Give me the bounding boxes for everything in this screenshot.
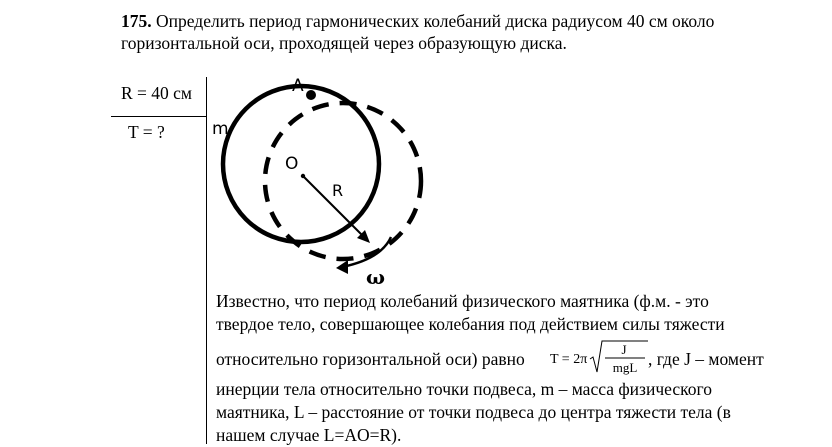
label-omega: ω [366,265,386,287]
label-a: A [292,77,304,96]
formula-lhs: T = 2π [550,352,588,367]
text-line: Известно, что период колебаний физического маятника (ф.м. - это [216,291,709,311]
label-o: O [285,154,299,174]
text-line: , где J – момент [648,349,764,369]
pivot-point-a [306,90,316,100]
problem-number: 175. [121,11,152,31]
formula-denominator: mgL [612,360,638,375]
period-formula [550,338,650,378]
formula-line [216,338,769,378]
find-period: T = ? [128,122,165,142]
problem-text: Определить период гармонических колебаний диска радиусом 40 см около горизонтальной оси, проходящей через образующую диска. [121,11,715,53]
formula-numerator: J [621,342,627,357]
given-divider [111,116,206,117]
label-r: R [332,181,344,200]
text-line: нашем случае L=AO=R). [216,425,402,445]
text-line: твердое тело, совершающее колебания под действием силы тяжести [216,314,725,334]
solid-disk-circle [223,86,379,242]
explanation-text [216,290,769,447]
rotation-arrowhead [336,260,348,274]
given-radius: R = 40 см [121,83,193,103]
disk-diagram [206,77,446,287]
problem-statement [121,10,811,54]
label-m: m [212,119,229,139]
text-line: относительно горизонтальной оси) равно [216,349,525,369]
text-line: маятника, L – расстояние от точки подвеса до центра тяжести тела (в [216,402,731,422]
text-line: инерции тела относительно точки подвеса, m – масса физического [216,379,712,399]
